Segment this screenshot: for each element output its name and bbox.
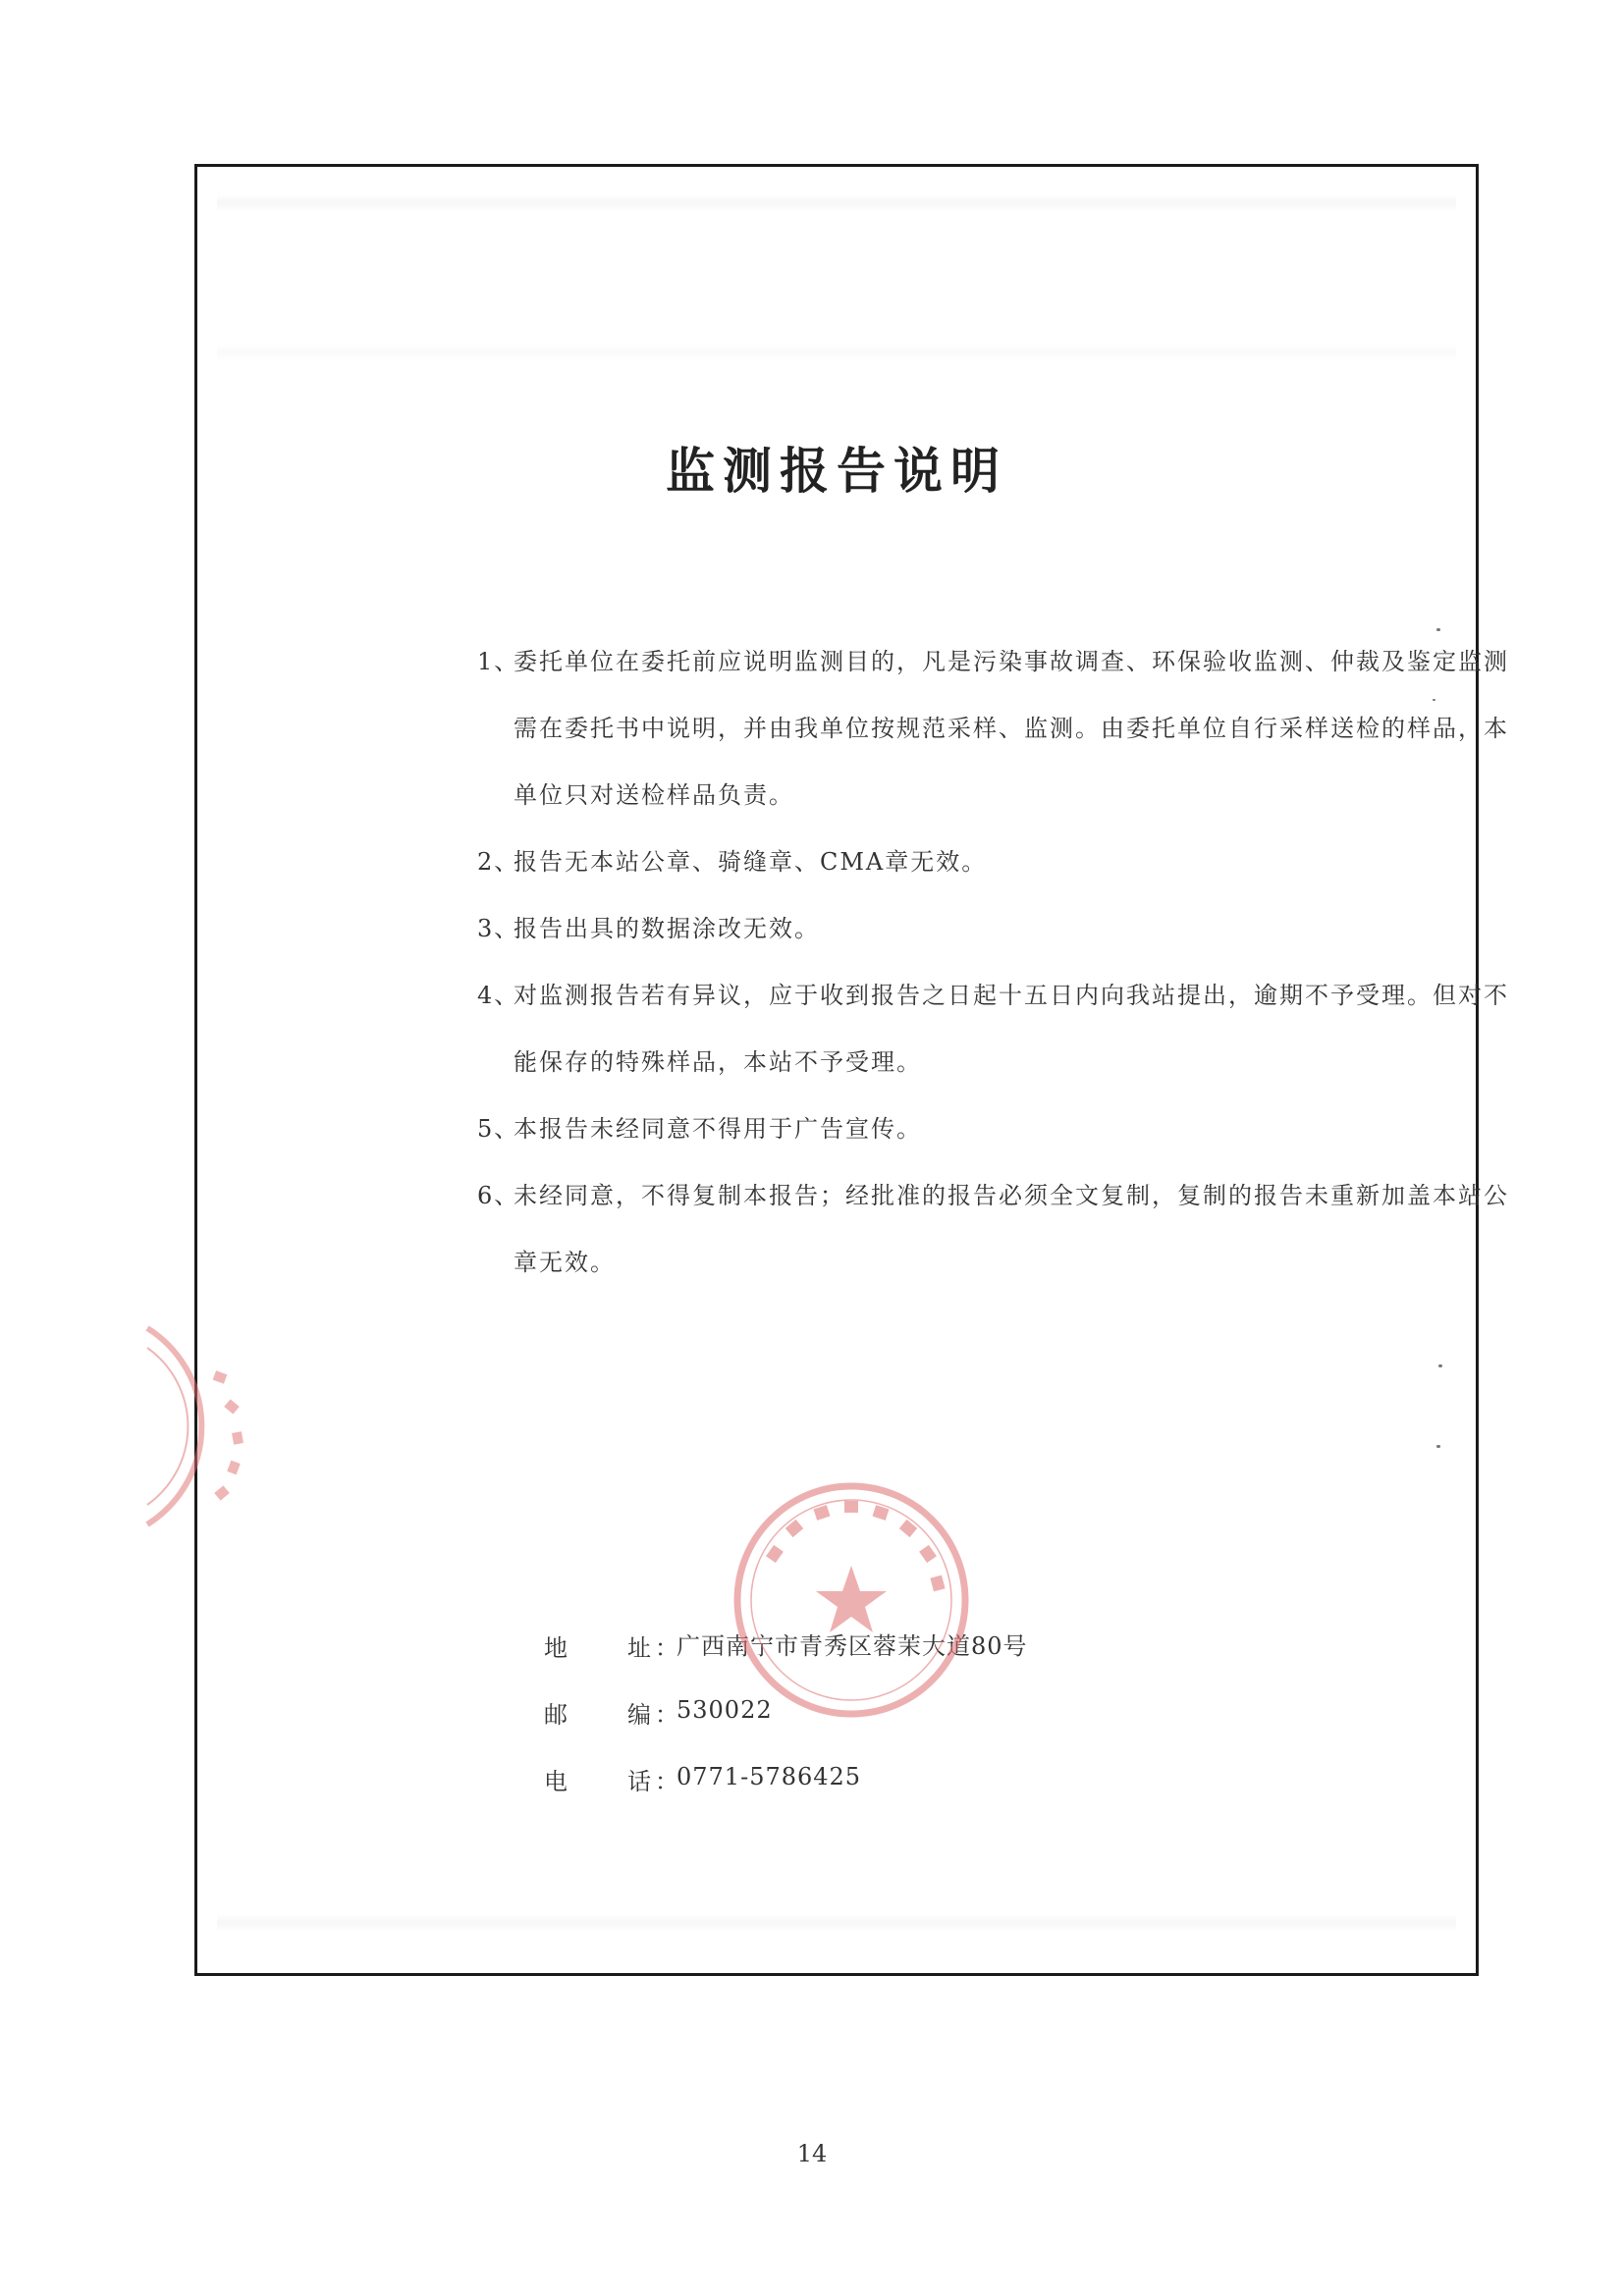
- contact-phone: 电 话： 0771-5786425: [544, 1763, 862, 1795]
- scan-speck: [1438, 1364, 1442, 1367]
- note-number: 6、: [477, 1182, 520, 1209]
- notes-list: [477, 628, 1518, 1296]
- scan-artifact: [217, 194, 1456, 212]
- page-title: 监测报告说明: [666, 443, 1007, 500]
- note-text: 委托单位在委托前应说明监测目的，凡是污染事故调查、环保验收监测、仲裁及鉴定监测需在委托书中说明，并由我单位按规范采样、监测。由委托单位自行采样送检的样品，本单位只对送检样品负责。: [514, 648, 1509, 809]
- contact-info: [544, 1610, 1231, 1810]
- scan-speck: [1436, 628, 1440, 631]
- note-number: 3、: [477, 915, 520, 942]
- note-item-5: [477, 1095, 1518, 1162]
- page-number: 14: [796, 2140, 828, 2167]
- scan-artifact: [217, 344, 1456, 361]
- note-text: 本报告未经同意不得用于广告宣传。: [514, 1115, 922, 1143]
- scan-speck: [1436, 1445, 1440, 1448]
- note-number: 2、: [477, 848, 520, 876]
- scan-artifact: [217, 1914, 1456, 1932]
- note-item-1: [477, 628, 1518, 828]
- document-frame: [194, 164, 1509, 1976]
- seal-ring-inner: [147, 1348, 188, 1505]
- note-item-4: [477, 962, 1518, 1095]
- note-item-3: [477, 895, 1518, 962]
- address-value: 广西南宁市青秀区蓉茉大道80号: [677, 1631, 1028, 1660]
- scan-speck: [1433, 699, 1435, 701]
- note-number: 4、: [477, 982, 520, 1009]
- note-item-2: [477, 828, 1518, 895]
- note-text: 报告出具的数据涂改无效。: [514, 915, 820, 942]
- phone-value: 0771-5786425: [677, 1763, 862, 1790]
- contact-postcode: 邮 编： 530022: [544, 1696, 773, 1729]
- note-number: 1、: [477, 648, 520, 675]
- postcode-value: 530022: [677, 1696, 773, 1724]
- note-number: 5、: [477, 1115, 520, 1143]
- note-item-6: [477, 1162, 1518, 1296]
- contact-address: 地 址： 广西南宁市青秀区蓉茉大道80号: [544, 1610, 1231, 1677]
- note-text: 报告无本站公章、骑缝章、CMA章无效。: [514, 848, 988, 876]
- note-text: 对监测报告若有异议，应于收到报告之日起十五日内向我站提出，逾期不予受理。但对不能保存的特殊样品，本站不予受理。: [514, 982, 1509, 1076]
- note-text: 未经同意，不得复制本报告；经批准的报告必须全文复制，复制的报告未重新加盖本站公章无效。: [514, 1182, 1509, 1276]
